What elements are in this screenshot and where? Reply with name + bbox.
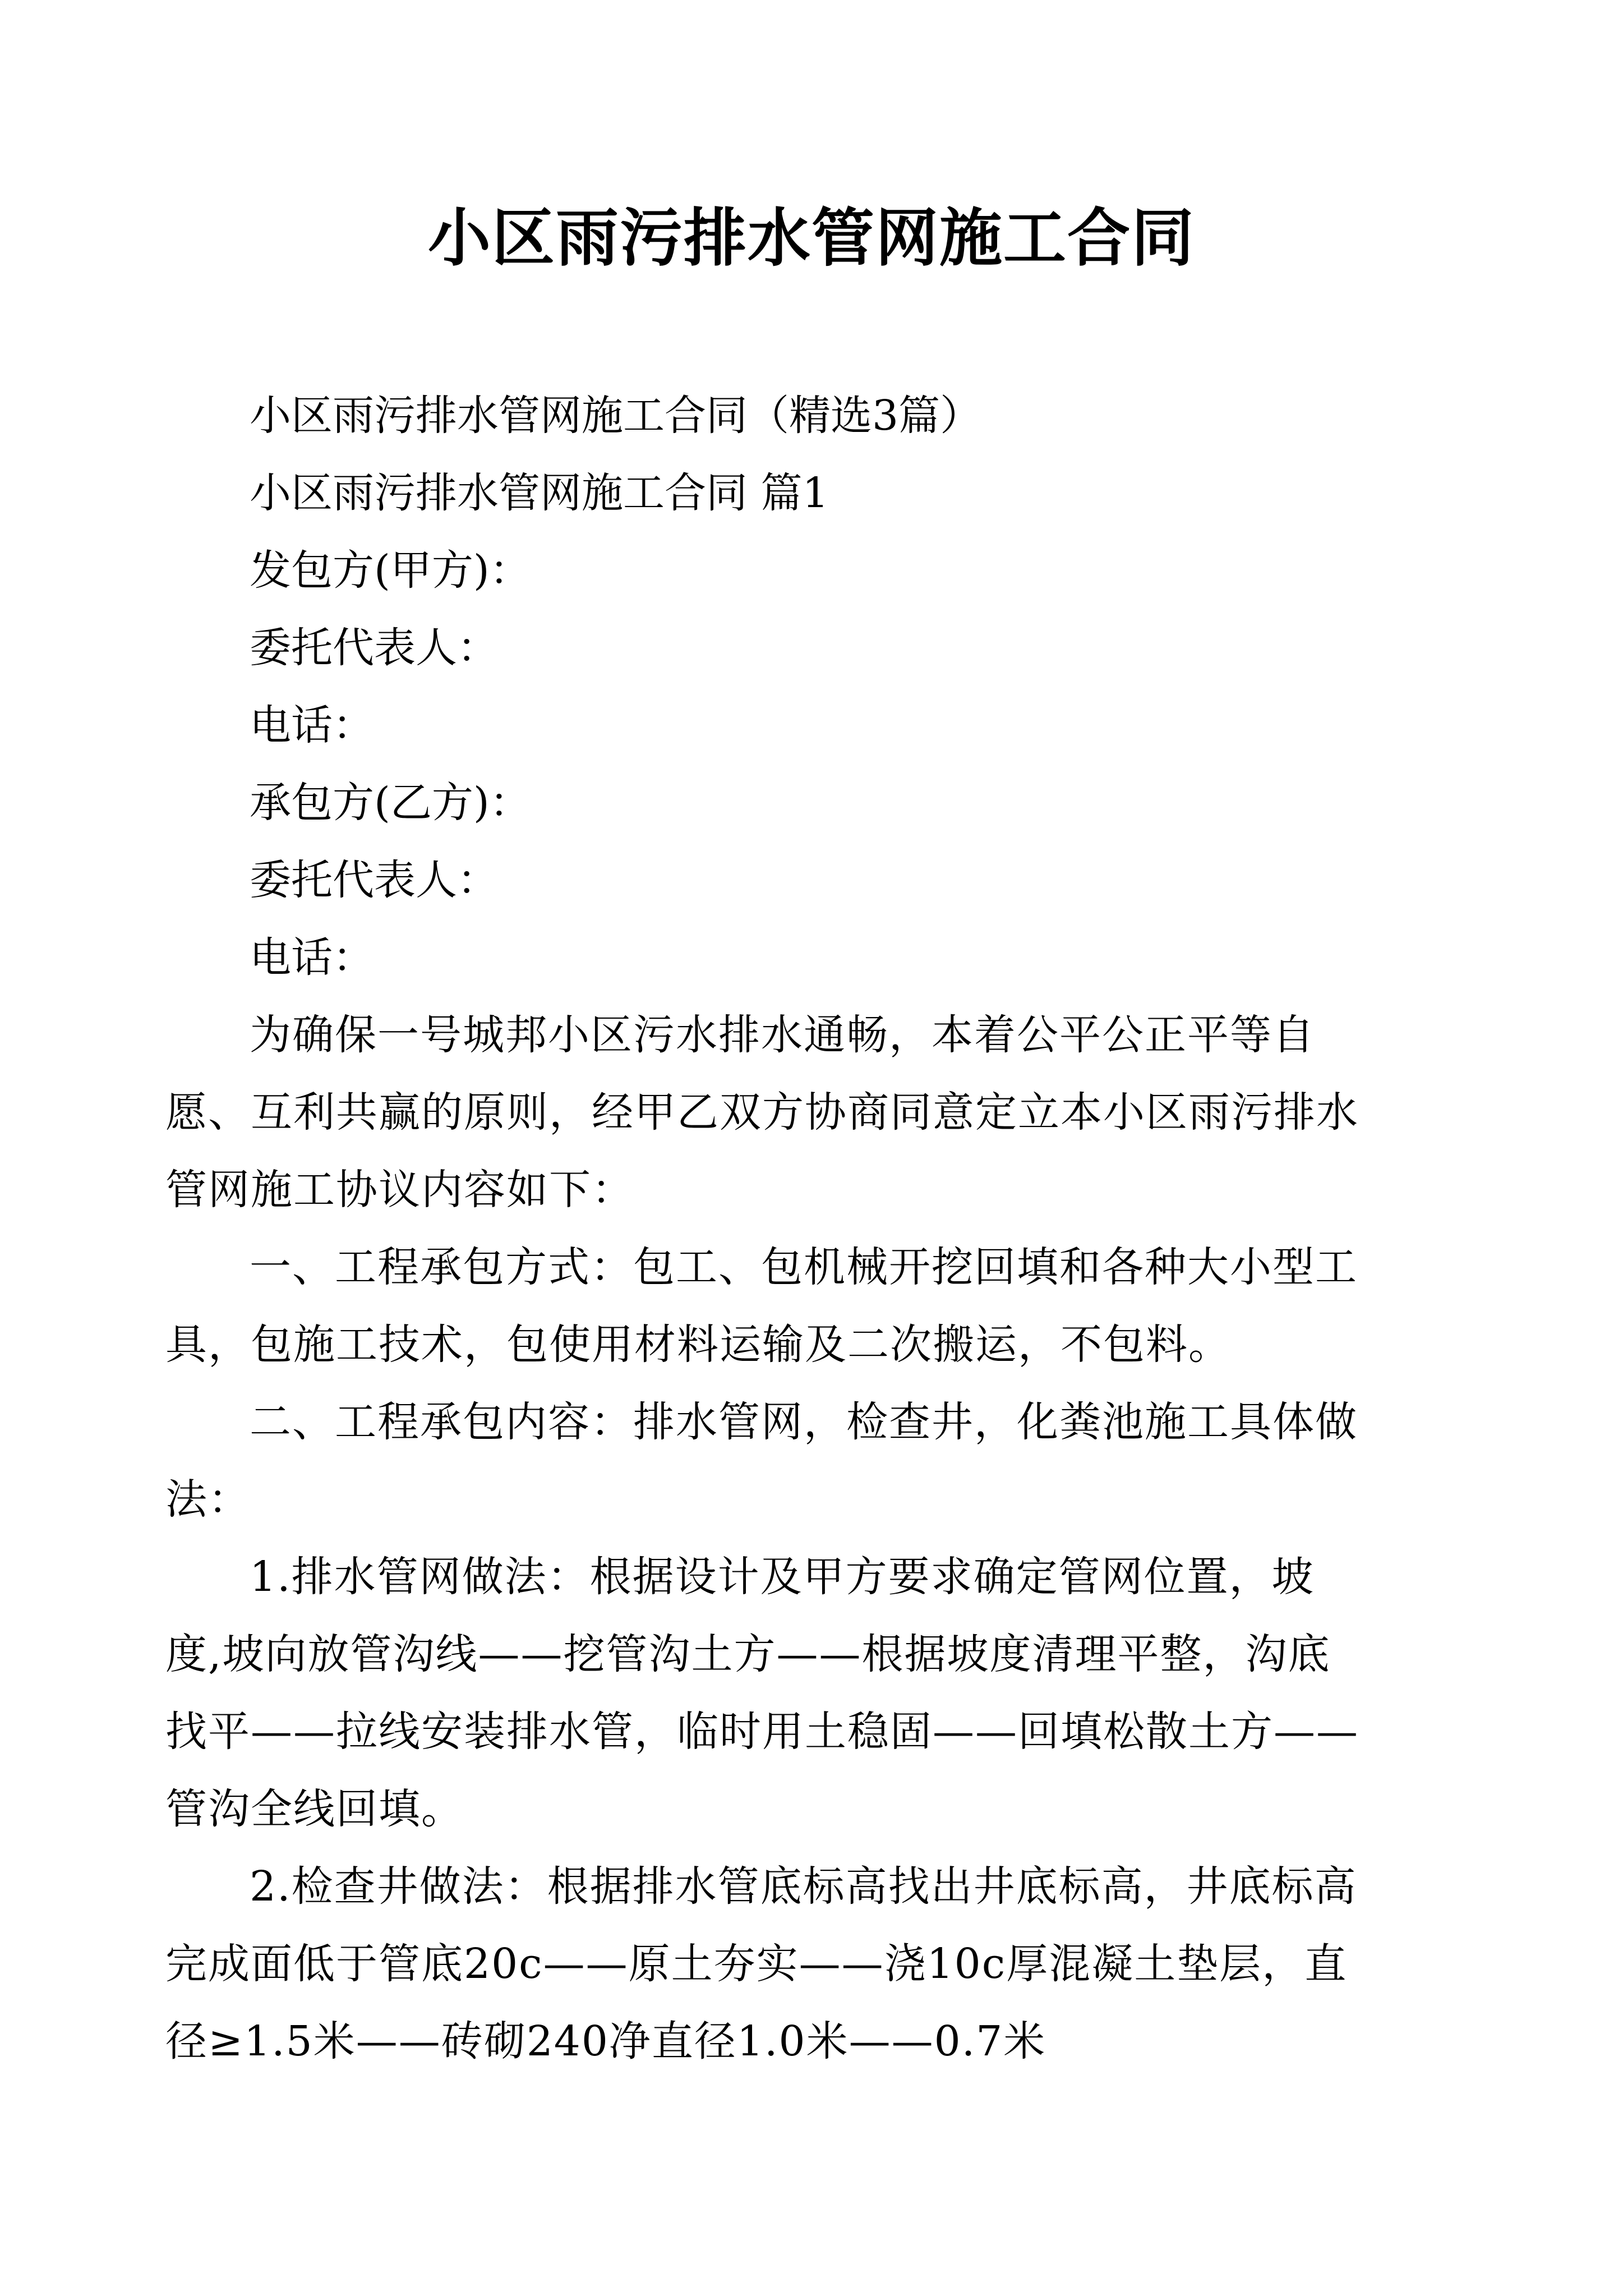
section-heading: 小区雨污排水管网施工合同 篇1 xyxy=(250,469,829,517)
party-a-label: 发包方(甲方)： xyxy=(250,546,531,595)
party-b-phone-label: 电话： xyxy=(250,933,374,982)
document-title: 小区雨污排水管网施工合同 xyxy=(428,201,1195,275)
paragraph-inspection-well-method: 2.检查井做法：根据排水管底标高找出井底标高，井底标高完成面低于管底20c——原土夯实——浇10c厚混凝土垫层，直径≥1.5米——砖砌240净直径1.0米——0.7米 xyxy=(165,1862,1357,2065)
party-b-label: 承包方(乙方)： xyxy=(250,779,531,827)
document-body xyxy=(250,377,1391,996)
paragraph-contract-method: 一、工程承包方式：包工、包机械开挖回填和各种大小型工具，包施工技术，包使用材料运输及二次搬运，不包料。 xyxy=(165,1243,1358,1369)
paragraph-drainage-method: 1.排水管网做法：根据设计及甲方要求确定管网位置，坡度,坡向放管沟线——挖管沟土方——根据坡度清理平整，沟底找平——拉线安装排水管，临时用土稳固——回填松散土方——管沟全线回填。 xyxy=(165,1553,1359,1833)
subtitle-line: 小区雨污排水管网施工合同（精选3篇） xyxy=(250,392,982,440)
party-b-representative-label: 委托代表人： xyxy=(250,856,499,904)
party-a-representative-label: 委托代表人： xyxy=(250,624,499,672)
party-a-phone-label: 电话： xyxy=(250,701,374,749)
paragraph-contract-content: 二、工程承包内容：排水管网，检查井，化粪池施工具体做法： xyxy=(165,1398,1358,1524)
document-paragraphs xyxy=(165,996,1371,2080)
paragraph-purpose: 为确保一号城邦小区污水排水通畅，本着公平公正平等自愿、互利共赢的原则，经甲乙双方协商同意定立本小区雨污排水管网施工协议内容如下： xyxy=(165,1011,1359,1214)
